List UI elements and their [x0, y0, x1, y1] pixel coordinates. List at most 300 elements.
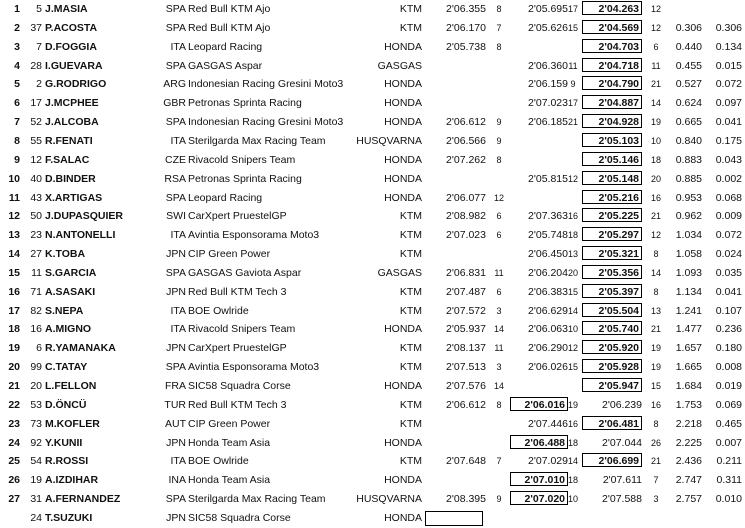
lap-time-value: 2'07.023 — [446, 229, 486, 242]
best-lap-time-value: 2'06.016 — [510, 397, 568, 411]
gap-first-cell: 0.885 — [675, 172, 702, 185]
session3-lap-cell: 10 — [650, 135, 661, 146]
session3-time-cell — [582, 415, 642, 434]
position-cell: 27 — [8, 493, 20, 506]
session1-time-cell — [428, 396, 486, 415]
gap-first-cell: 0.840 — [675, 134, 702, 147]
team-cell: Sterilgarda Max Racing Team — [188, 493, 326, 506]
session3-time-cell — [582, 38, 642, 57]
lap-time-value: 2'06.360 — [528, 59, 568, 72]
gap-first-cell: 1.034 — [675, 229, 702, 242]
team-cell: Petronas Sprinta Racing — [188, 172, 302, 185]
best-lap-time-value: 2'06.488 — [510, 435, 568, 449]
rider-name-cell: Y.KUNII — [45, 436, 83, 449]
position-cell: 26 — [8, 474, 20, 487]
position-cell: 19 — [8, 342, 20, 355]
nation-cell: SPA — [165, 59, 186, 72]
nation-cell: SPA — [165, 3, 186, 15]
session2-lap-cell: 21 — [567, 117, 578, 128]
team-cell: CarXpert PruestelGP — [188, 342, 287, 355]
gap-previous-cell: 0.211 — [716, 455, 742, 468]
position-cell: 18 — [8, 323, 20, 336]
session1-lap-cell: 9 — [496, 494, 502, 505]
team-cell: Indonesian Racing Gresini Moto3 — [188, 116, 344, 129]
manufacturer-cell: KTM — [399, 3, 422, 15]
session2-lap-cell: 12 — [567, 173, 578, 184]
lap-time-value: 2'07.576 — [446, 380, 486, 392]
lap-time-value: 2'05.626 — [528, 21, 568, 34]
rider-name-cell: J.MASIA — [45, 3, 88, 15]
gap-previous-cell: 0.009 — [715, 210, 742, 223]
gap-previous-cell: 0.306 — [715, 21, 742, 34]
table-row — [0, 283, 745, 302]
manufacturer-cell: HONDA — [384, 97, 422, 110]
gap-first-cell: 0.883 — [675, 153, 702, 166]
session2-time-cell — [510, 320, 568, 339]
lap-time-value: 2'06.204 — [528, 266, 568, 279]
nation-cell: GBR — [163, 97, 186, 110]
session3-time-cell — [582, 302, 642, 321]
position-cell: 8 — [14, 134, 20, 147]
session2-time-cell — [510, 283, 568, 302]
session1-time-cell — [428, 320, 486, 339]
gap-first-cell: 0.527 — [675, 78, 702, 91]
manufacturer-cell: HUSQVARNA — [356, 493, 422, 506]
rider-name-cell: F.SALAC — [45, 153, 90, 166]
gap-first-cell: 1.241 — [675, 304, 702, 317]
team-cell: Red Bull KTM Tech 3 — [188, 398, 287, 411]
session1-lap-cell: 6 — [496, 230, 502, 241]
table-row — [0, 434, 745, 453]
rider-name-cell: X.ARTIGAS — [45, 191, 103, 204]
rider-name-cell: R.FENATI — [45, 134, 93, 147]
session3-time-cell — [582, 283, 642, 302]
rider-number-cell: 2 — [36, 78, 42, 91]
gap-first-cell: 2.757 — [675, 493, 702, 506]
best-lap-time-value: 2'05.947 — [582, 378, 642, 392]
team-cell: Indonesian Racing Gresini Moto3 — [188, 78, 344, 91]
lap-time-value: 2'07.572 — [446, 304, 486, 317]
session1-lap-cell: 3 — [496, 305, 502, 316]
best-lap-time-value: 2'04.887 — [582, 95, 642, 109]
session2-lap-cell: 9 — [570, 79, 576, 90]
position-cell: 16 — [8, 285, 20, 298]
session1-time-cell — [428, 94, 486, 113]
rider-name-cell: I.GUEVARA — [45, 59, 103, 72]
rider-name-cell: D.FOGGIA — [45, 40, 97, 53]
gap-first-cell: 1.657 — [675, 342, 702, 355]
table-row — [0, 207, 745, 226]
team-cell: Honda Team Asia — [188, 474, 271, 487]
team-cell: GASGAS Gaviota Aspar — [188, 266, 302, 279]
session3-lap-cell: 20 — [650, 173, 661, 184]
manufacturer-cell: KTM — [399, 455, 422, 468]
session1-time-cell — [428, 19, 486, 38]
table-row — [0, 19, 745, 38]
session1-time-cell — [428, 377, 486, 396]
gap-first-cell: 1.684 — [675, 380, 702, 392]
gap-first-cell: 2.218 — [675, 417, 702, 430]
session2-lap-cell: 13 — [567, 249, 578, 260]
session2-lap-cell — [564, 377, 582, 396]
lap-time-value: 2'08.982 — [446, 210, 486, 223]
nation-cell: INA — [168, 474, 186, 487]
session3-time-cell — [582, 452, 642, 471]
table-row — [0, 396, 745, 415]
session1-lap-cell — [488, 75, 510, 94]
nation-cell: SPA — [165, 266, 186, 279]
lap-time-value: 2'07.044 — [602, 436, 642, 449]
rider-name-cell: R.YAMANAKA — [45, 342, 116, 355]
session3-lap-cell: 21 — [650, 211, 661, 222]
session2-time-cell — [510, 415, 568, 434]
gap-first-cell: 0.953 — [675, 191, 702, 204]
session1-time-cell — [428, 452, 486, 471]
session1-lap-cell — [488, 415, 510, 434]
session3-lap-cell: 7 — [653, 475, 659, 486]
position-cell: 12 — [8, 210, 20, 223]
team-cell: BOE Owlride — [188, 304, 249, 317]
session2-time-cell — [510, 57, 568, 76]
lap-time-value: 2'06.077 — [446, 191, 486, 204]
session3-lap-cell: 3 — [653, 494, 659, 505]
rider-number-cell: 11 — [31, 266, 42, 279]
team-cell: Rivacold Snipers Team — [188, 323, 296, 336]
team-cell: Sterilgarda Max Racing Team — [188, 134, 326, 147]
table-row — [0, 0, 745, 19]
team-cell: Honda Team Asia — [188, 436, 271, 449]
session2-time-cell — [510, 226, 568, 245]
position-cell: 2 — [14, 21, 20, 34]
gap-first-cell: 1.477 — [675, 323, 702, 336]
nation-cell: ITA — [170, 229, 186, 242]
best-lap-time-value: 2'05.928 — [582, 359, 642, 373]
manufacturer-cell: HONDA — [384, 323, 422, 336]
team-cell: CIP Green Power — [188, 248, 271, 261]
session2-lap-cell: 15 — [567, 362, 578, 373]
session3-lap-cell: 21 — [650, 324, 661, 335]
best-lap-time-value: 2'05.297 — [582, 227, 642, 241]
gap-previous-cell: 0.015 — [715, 59, 742, 72]
rider-name-cell: D.ÖNCÜ — [45, 398, 87, 411]
session1-time-cell — [428, 57, 486, 76]
rider-number-cell: 17 — [30, 97, 42, 110]
manufacturer-cell: KTM — [399, 342, 422, 355]
rider-name-cell: S.NEPA — [45, 304, 84, 317]
session2-time-cell — [510, 490, 568, 509]
gap-previous-cell — [704, 0, 742, 19]
lap-time-value: 2'05.738 — [446, 40, 486, 53]
session1-lap-cell: 14 — [493, 381, 504, 391]
manufacturer-cell: HONDA — [384, 153, 422, 166]
gap-first-cell: 0.440 — [675, 40, 702, 53]
rider-number-cell: 28 — [30, 59, 42, 72]
manufacturer-cell: KTM — [399, 21, 422, 34]
session1-lap-cell: 11 — [494, 267, 504, 278]
session1-time-cell — [428, 490, 486, 509]
session1-time-cell — [428, 434, 486, 453]
position-cell: 6 — [14, 97, 20, 110]
session3-lap-cell: 13 — [650, 305, 661, 316]
session3-time-cell — [582, 320, 642, 339]
session1-time-cell — [428, 207, 486, 226]
gap-previous-cell: 0.008 — [715, 361, 742, 374]
session1-lap-cell — [488, 245, 510, 264]
session1-lap-cell: 3 — [496, 362, 502, 373]
table-row — [0, 113, 745, 132]
session2-time-cell — [510, 0, 568, 19]
lap-time-value: 2'06.629 — [528, 304, 568, 317]
table-row — [0, 302, 745, 321]
lap-time-value: 2'06.159 — [528, 78, 568, 91]
nation-cell: RSA — [164, 172, 186, 185]
manufacturer-cell: GASGAS — [377, 266, 422, 279]
lap-time-value: 2'05.748 — [528, 229, 568, 242]
session3-time-cell — [582, 434, 642, 453]
manufacturer-cell: HONDA — [384, 191, 422, 204]
position-cell: 22 — [8, 398, 20, 411]
gap-first-cell: 1.134 — [675, 285, 702, 298]
session1-time-cell — [428, 471, 486, 490]
rider-name-cell: M.KOFLER — [45, 417, 100, 430]
lap-time-value: 2'08.395 — [446, 493, 486, 506]
gap-first-cell: 2.436 — [675, 455, 702, 468]
best-lap-time-value: 2'04.263 — [582, 1, 642, 15]
session1-lap-cell: 8 — [496, 399, 502, 410]
table-row — [0, 245, 745, 264]
rider-number-cell: 23 — [30, 229, 42, 242]
best-lap-time-value: 2'06.481 — [582, 416, 642, 430]
rider-name-cell: D.BINDER — [45, 172, 96, 185]
gap-first-cell: 1.665 — [675, 361, 702, 374]
nation-cell: FRA — [165, 380, 186, 392]
gap-first-cell: 0.306 — [675, 21, 702, 34]
team-cell: Avintia Esponsorama Moto3 — [188, 229, 320, 242]
nation-cell: CZE — [165, 153, 186, 166]
position-cell: 24 — [8, 436, 20, 449]
session2-time-cell — [510, 207, 568, 226]
session3-time-cell — [582, 132, 642, 151]
rider-number-cell: 7 — [36, 40, 42, 53]
rider-name-cell: R.ROSSI — [45, 455, 89, 468]
best-lap-time-value: 2'05.103 — [582, 133, 642, 147]
position-cell — [0, 509, 20, 528]
session3-time-cell — [582, 377, 642, 396]
session2-time-cell — [510, 75, 568, 94]
session3-lap-cell: 26 — [650, 437, 661, 448]
session1-time-cell — [428, 283, 486, 302]
session3-lap-cell: 8 — [653, 418, 659, 429]
table-row — [0, 94, 745, 113]
gap-first-cell: 0.624 — [675, 97, 702, 110]
session1-time-cell — [428, 302, 486, 321]
nation-cell: SPA — [165, 21, 186, 34]
session1-time-cell — [428, 0, 486, 19]
session3-lap-cell: 16 — [650, 399, 661, 410]
session1-lap-cell: 6 — [496, 286, 502, 297]
position-cell: 23 — [8, 417, 20, 430]
lap-time-value: 2'07.023 — [528, 97, 568, 110]
gap-first-cell: 2.225 — [675, 436, 702, 449]
nation-cell: ITA — [170, 455, 186, 468]
position-cell: 21 — [8, 380, 20, 392]
gap-first-cell: 2.747 — [675, 474, 702, 487]
nation-cell: SPA — [165, 361, 186, 374]
session2-time-cell — [510, 19, 568, 38]
lap-time-value: 2'06.612 — [446, 398, 486, 411]
session3-time-cell — [582, 113, 642, 132]
gap-first-cell: 1.093 — [675, 266, 702, 279]
nation-cell: JPN — [166, 511, 186, 524]
best-lap-time-value: 2'04.569 — [582, 20, 642, 34]
nation-cell: JPN — [166, 342, 186, 355]
gap-previous-cell: 0.180 — [715, 342, 742, 355]
session1-time-cell — [428, 358, 486, 377]
table-row — [0, 377, 745, 396]
nation-cell: SPA — [165, 191, 186, 204]
table-row — [0, 358, 745, 377]
best-lap-time-value: 2'05.321 — [582, 246, 642, 260]
best-lap-time-value: 2'05.225 — [582, 208, 642, 222]
team-cell: Avintia Esponsorama Moto3 — [188, 361, 320, 374]
session1-lap-cell — [488, 170, 510, 189]
table-row — [0, 415, 745, 434]
session3-lap-cell: 12 — [650, 230, 661, 241]
session2-time-cell — [510, 264, 568, 283]
session1-time-cell — [428, 245, 486, 264]
nation-cell: ITA — [170, 40, 186, 53]
manufacturer-cell: KTM — [399, 229, 422, 242]
gap-previous-cell: 0.134 — [715, 40, 742, 53]
table-row — [0, 151, 745, 170]
gap-previous-cell: 0.072 — [715, 78, 742, 91]
gap-previous-cell: 0.465 — [715, 417, 742, 430]
team-cell: CarXpert PruestelGP — [188, 210, 287, 223]
session1-lap-cell: 12 — [493, 192, 504, 203]
position-cell: 3 — [14, 40, 20, 53]
lap-time-value: 2'06.612 — [446, 116, 486, 129]
rider-number-cell: 52 — [30, 116, 42, 129]
team-cell: SIC58 Squadra Corse — [188, 511, 291, 524]
session2-time-cell — [510, 302, 568, 321]
nation-cell: SPA — [165, 116, 186, 129]
session2-time-cell — [510, 452, 568, 471]
session1-lap-cell: 8 — [496, 4, 502, 14]
session3-time-cell — [582, 57, 642, 76]
manufacturer-cell: GASGAS — [377, 59, 422, 72]
table-row — [0, 38, 745, 57]
session3-lap-cell: 19 — [650, 362, 661, 373]
lap-time-value: 2'06.290 — [528, 342, 568, 355]
lap-time-value: 2'07.513 — [446, 361, 486, 374]
session2-time-cell — [510, 434, 568, 453]
manufacturer-cell: KTM — [399, 361, 422, 374]
lap-time-value: 2'07.262 — [446, 153, 486, 166]
session2-lap-cell: 14 — [567, 456, 578, 467]
session1-lap-cell: 8 — [496, 41, 502, 52]
manufacturer-cell: KTM — [399, 417, 422, 430]
session2-lap-cell: 10 — [567, 324, 578, 335]
session3-time-cell — [582, 471, 642, 490]
gap-first-cell: 0.962 — [675, 210, 702, 223]
session1-lap-cell: 7 — [496, 22, 502, 33]
manufacturer-cell: HONDA — [384, 172, 422, 185]
session3-lap-cell: 19 — [650, 117, 661, 128]
table-row — [0, 320, 745, 339]
team-cell: Leopard Racing — [188, 191, 263, 204]
session2-time-cell — [510, 151, 568, 170]
rider-number-cell: 27 — [30, 248, 42, 261]
nation-cell: TUR — [164, 398, 186, 411]
session1-time-cell — [428, 189, 486, 208]
session1-time-cell — [428, 132, 486, 151]
session1-lap-cell — [488, 509, 510, 528]
position-cell: 11 — [8, 191, 20, 204]
rider-number-cell: 19 — [30, 474, 42, 487]
session1-lap-cell: 14 — [493, 324, 504, 335]
lap-time-value: 2'05.815 — [528, 172, 568, 185]
session3-time-cell — [582, 245, 642, 264]
session3-time-cell — [582, 189, 642, 208]
gap-previous-cell: 0.043 — [715, 153, 742, 166]
session3-lap-cell: 11 — [651, 60, 661, 71]
nation-cell: ITA — [170, 323, 186, 336]
table-row — [0, 471, 745, 490]
gap-previous-cell: 0.041 — [715, 116, 742, 129]
lap-time-value: 2'07.029 — [528, 455, 568, 468]
session1-lap-cell: 6 — [496, 211, 502, 222]
session2-time-cell — [510, 113, 568, 132]
session3-lap-cell: 12 — [650, 22, 661, 33]
rider-number-cell: 20 — [30, 380, 42, 392]
session2-time-cell — [510, 509, 568, 528]
lap-time-value: 2'05.937 — [446, 323, 486, 336]
session1-time-cell — [428, 226, 486, 245]
best-lap-time-value: 2'05.397 — [582, 284, 642, 298]
best-lap-time-value: 2'05.740 — [582, 321, 642, 335]
table-row — [0, 339, 745, 358]
session2-lap-cell — [564, 132, 582, 151]
manufacturer-cell: KTM — [399, 248, 422, 261]
nation-cell: JPN — [166, 285, 186, 298]
session2-lap-cell: 12 — [567, 343, 578, 354]
session1-lap-cell: 9 — [496, 117, 502, 128]
position-cell: 13 — [8, 229, 20, 242]
session2-lap-cell: 19 — [567, 399, 578, 410]
gap-previous-cell: 0.068 — [715, 191, 742, 204]
session1-lap-cell — [488, 57, 510, 76]
position-cell: 9 — [14, 153, 20, 166]
session3-lap-cell: 21 — [650, 79, 661, 90]
session1-lap-cell: 8 — [496, 154, 502, 165]
rider-number-cell: 73 — [30, 417, 42, 430]
gap-first-cell: 0.455 — [675, 59, 702, 72]
table-row — [0, 226, 745, 245]
session2-lap-cell — [564, 509, 582, 528]
team-cell: CIP Green Power — [188, 417, 271, 430]
session3-lap-cell: 8 — [653, 249, 659, 260]
nation-cell: JPN — [166, 436, 186, 449]
manufacturer-cell: HONDA — [384, 78, 422, 91]
lap-time-value: 2'07.446 — [528, 417, 568, 430]
position-cell: 15 — [8, 266, 20, 279]
session1-lap-cell: 9 — [496, 135, 502, 146]
gap-previous-cell — [704, 509, 742, 528]
gap-previous-cell: 0.010 — [715, 493, 742, 506]
session3-time-cell — [582, 19, 642, 38]
manufacturer-cell: HONDA — [384, 116, 422, 129]
lap-time-value: 2'07.487 — [446, 285, 486, 298]
